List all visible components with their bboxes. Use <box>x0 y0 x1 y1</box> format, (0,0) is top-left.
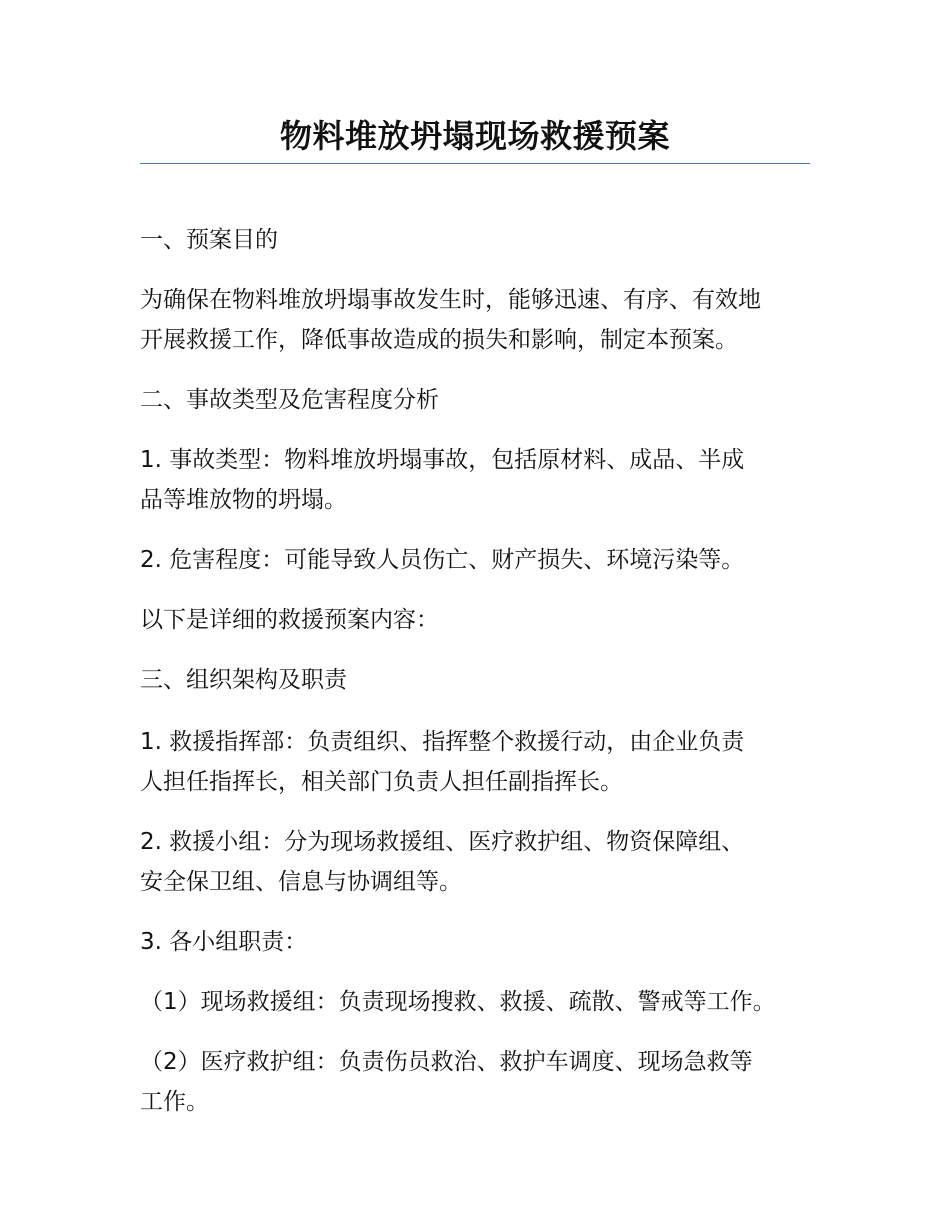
text-line: 为确保在物料堆放坍塌事故发生时，能够迅速、有序、有效地 <box>140 287 761 313</box>
text-line: 3. 各小组职责： <box>140 929 308 955</box>
text-line: 以下是详细的救援预案内容： <box>140 607 439 633</box>
section-heading-organization <box>140 660 820 700</box>
text-line: 2. 危害程度：可能导致人员伤亡、财产损失、环境污染等。 <box>140 547 745 573</box>
page-title: 物料堆放坍塌现场救援预案 <box>279 117 670 155</box>
text-line: 2. 救援小组：分为现场救援组、医疗救护组、物资保障组、 <box>140 829 745 855</box>
list-item-team-duties <box>140 922 820 962</box>
text-line: 安全保卫组、信息与协调组等。 <box>140 869 462 895</box>
text-line: 人担任指挥长，相关部门负责人担任副指挥长。 <box>140 769 623 795</box>
text-line: 1. 事故类型：物料堆放坍塌事故，包括原材料、成品、半成 <box>140 447 745 473</box>
text-line: （1）现场救援组：负责现场搜救、救援、疏散、警戒等工作。 <box>140 989 776 1015</box>
list-item-command-center <box>140 722 820 802</box>
text-line: 一、预案目的 <box>140 227 278 253</box>
section-heading-purpose <box>140 220 820 260</box>
list-item-rescue-teams <box>140 822 820 902</box>
text-line: （2）医疗救护组：负责伤员救治、救护车调度、现场急救等 <box>140 1049 753 1075</box>
text-line: 1. 救援指挥部：负责组织、指挥整个救援行动，由企业负责 <box>140 729 745 755</box>
sub-item-onsite-rescue <box>140 982 820 1022</box>
title-divider <box>140 163 810 164</box>
section-heading-accident-types <box>140 380 820 420</box>
list-item-accident-type <box>140 440 820 520</box>
list-item-hazard-level <box>140 540 820 580</box>
paragraph-intro <box>140 600 820 640</box>
text-line: 品等堆放物的坍塌。 <box>140 487 347 513</box>
text-line: 开展救援工作，降低事故造成的损失和影响，制定本预案。 <box>140 327 738 353</box>
text-line: 二、事故类型及危害程度分析 <box>140 387 439 413</box>
text-line: 工作。 <box>140 1089 209 1115</box>
text-line: 三、组织架构及职责 <box>140 667 347 693</box>
sub-item-medical-rescue <box>140 1042 820 1122</box>
paragraph-purpose <box>140 280 820 360</box>
